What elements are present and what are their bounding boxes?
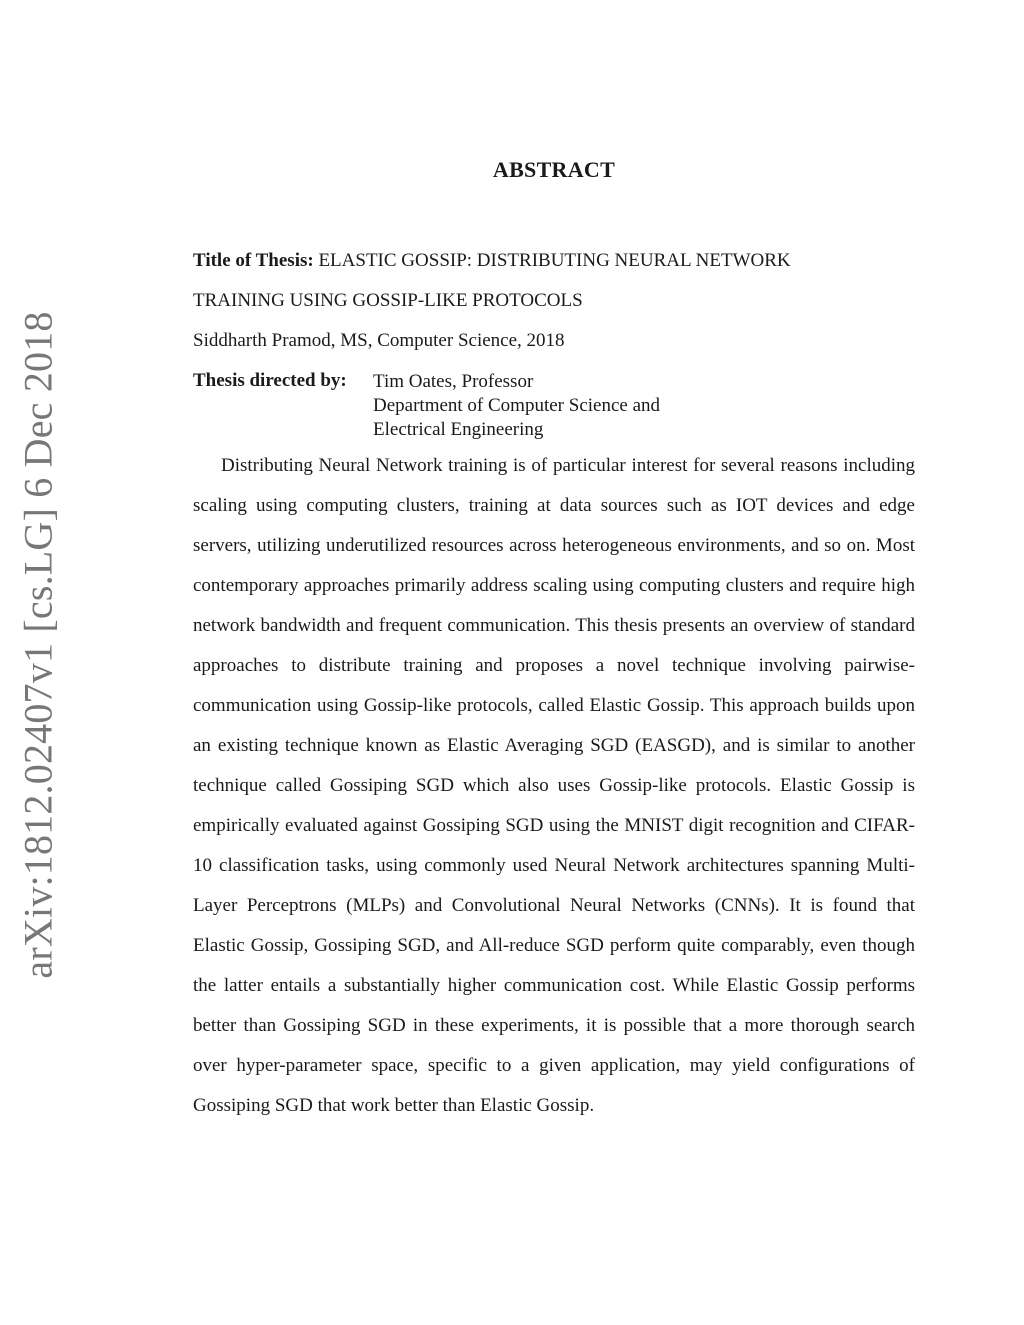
advisor-department: Department of Computer Science and [373,395,661,416]
thesis-title-part1: ELASTIC GOSSIP: DISTRIBUTING NEURAL NETWORK [318,250,791,271]
abstract-heading: ABSTRACT [492,157,616,182]
thesis-title-line [193,250,791,272]
advisor-department-cont: Electrical Engineering [373,419,544,440]
thesis-title-part2: TRAINING USING GOSSIP-LIKE PROTOCOLS [193,290,583,311]
author-line: Siddharth Pramod, MS, Computer Science, 2018 [193,330,565,351]
arxiv-identifier: arXiv:1812.02407v1 [cs.LG] 6 Dec 2018 [15,311,61,979]
thesis-title-label: Title of Thesis: [193,250,314,271]
directed-by-label: Thesis directed by: [193,370,347,391]
advisor-block [373,370,660,442]
arxiv-side-stamp [0,0,80,1325]
advisor-name: Tim Oates, Professor [373,371,534,392]
abstract-body: Distributing Neural Network training is of particular interest for several reasons including scaling using computing clusters, training at data sources such as IOT devices and edge servers, utilizing underutilized resources across heterogeneous environments, and so on. Most contemporary approaches primarily address scaling using computing clusters and require high network bandwidth and frequent communication. This thesis presents an overview of standard approaches to distribute training and proposes a novel technique involving pairwise-communication using Gossip-like protocols, called Elastic Gossip. This approach builds upon an existing technique known as Elastic Averaging SGD (EASGD), and is similar to another technique called Gossiping SGD which also uses Gossip-like protocols. Elastic Gossip is empirically evaluated against Gossiping SGD using the MNIST digit recognition and CIFAR-10 classification tasks, using commonly used Neural Network architectures spanning Multi-Layer Perceptrons (MLPs) and Convolutional Neural Networks (CNNs). It is found that Elastic Gossip, Gossiping SGD, and All-reduce SGD perform quite comparably, even though the latter entails a substantially higher communication cost. While Elastic Gossip performs better than Gossiping SGD in these experiments, it is possible that a more thorough search over hyper-parameter space, specific to a given application, may yield configurations of Gossiping SGD that work better than Elastic Gossip. [193,455,915,1116]
